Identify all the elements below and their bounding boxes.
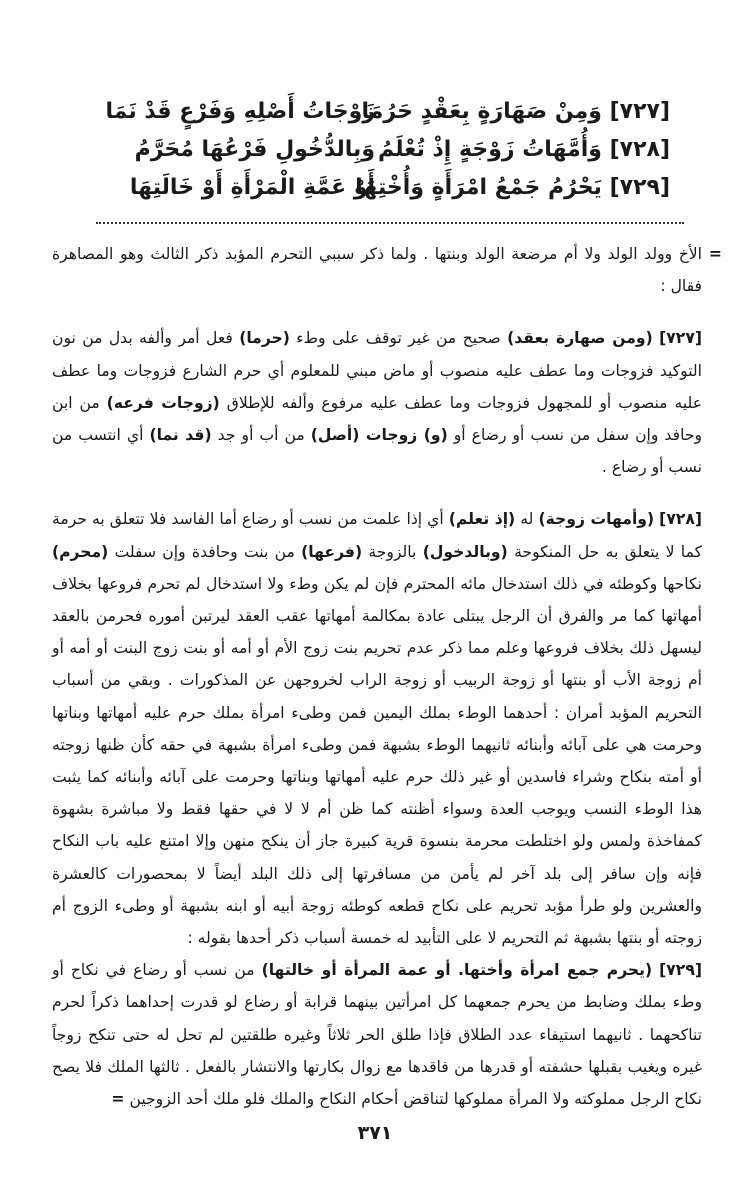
- commentary-paragraph-727: [52, 322, 702, 483]
- commentary-body: [52, 238, 722, 1115]
- commentary-text: أي انتسب من نسب أو رضاع .: [52, 426, 702, 477]
- lemma: (وبالدخول): [422, 542, 508, 561]
- commentary-paragraph-728: [52, 503, 702, 954]
- lemma: (و) زوجات (أصل): [310, 426, 448, 445]
- verse-first-hemistich: [٧٢٩] يَحْرُمُ جَمْعُ امْرَأَةٍ وَأُخْتِهَا: [355, 175, 670, 200]
- lemma: (فرعها): [301, 542, 363, 561]
- intro-text: الأخ وولد الولد ولا أم مرضعة الولد وبنتها . ولما ذكر سببي التحرم المؤبد ذكر الثالث وهو المصاهرة فقال :: [52, 245, 702, 296]
- lemma: (ومن صهارة بعقد): [507, 329, 653, 348]
- lemma: (يحرم جمع امرأة وأختها. أو عمة المرأة أو خالتها): [261, 961, 653, 980]
- lemma: (محرم): [52, 542, 109, 561]
- commentary-text: له: [515, 510, 539, 529]
- verse-row: [105, 92, 670, 130]
- continuation-mark: =: [708, 245, 722, 263]
- verse-number: [٧٢٩]: [659, 961, 702, 980]
- commentary-text: بالزوجة: [362, 542, 423, 561]
- dotted-separator: [96, 222, 684, 224]
- page-number: ٣٧١: [357, 1122, 393, 1144]
- lemma: (وأمهات زوجة): [538, 510, 655, 529]
- commentary-text: صحيح من غير توقف على وطء: [289, 329, 508, 348]
- commentary-text: من نسب أو رضاع في نكاح أو وطء بملك وضابط من يحرم جمعهما كل امرأتين بينهما قرابة أو رضاع لو قدرت إحداهما ذكراً لحرم تناكحهما . ثانيهما استيفاء عدد الطلاق فإذا طلق الحر ثلاثاً وغيره طلقتين لم تحل له حتى تنكح زوجاً غيره ويغيب بقبلها حشفته أو قدرها من فاقدها مع زوال بكارتها والانتشار بالفعل . ثالثها الملك فلا يصح نكاح الرجل مملوكته ولا المرأة مملوكها لتناقض أحكام النكاح والملك فلو ملك أحد الزوجين: [52, 961, 702, 1109]
- verse-number: [٧٢٧]: [659, 329, 702, 348]
- intro-paragraph: [52, 238, 722, 302]
- lemma: (إذ تعلم): [448, 510, 516, 529]
- commentary-text: من بنت وحافدة وإن سفلت: [108, 542, 302, 561]
- commentary-text: فعل أمر وألفه بدل من نون التوكيد فزوجات وما عطف عليه منصوب أو ماض مبني للمعلوم أي حرم الشارع فزوجات وما عطف عليه منصوب أو للمجهول فزوجات وما عطف عليه مرفوع وألفه للإطلاق: [52, 329, 702, 412]
- verse-first-hemistich: [٧٢٧] وَمِنْ صَهَارَةٍ بِعَقْدٍ حَرُمَا: [361, 99, 670, 124]
- commentary-text: أي إذا علمت من نسب أو رضاع أما الفاسد فلا تتعلق به حرمة كما لا يتعلق به حل المنكوحة: [52, 510, 703, 561]
- verse-second-hemistich: وَبِالدُّخُولِ فَرْعُهَا مُحَرَّمُ: [134, 137, 375, 162]
- verse-block: [105, 92, 670, 206]
- verse-number: [٧٢٨]: [659, 510, 703, 529]
- verse-row: [110, 168, 670, 206]
- verse-first-hemistich: [٧٢٨] وَأُمَّهَاتُ زَوْجَةٍ إِذْ تُعْلَمُ: [377, 137, 670, 162]
- lemma: (زوجات فرعه): [106, 393, 220, 412]
- commentary-text: من أب أو جد: [211, 426, 311, 445]
- lemma: (قد نما): [149, 426, 212, 445]
- verse-second-hemistich: زَوْجَاتُ أَصْلِهِ وَفَرْعٍ قَدْ نَمَا: [105, 99, 375, 124]
- commentary-paragraph-729: [52, 954, 702, 1115]
- lemma: (حرما): [239, 329, 290, 348]
- continuation-mark: =: [111, 1090, 125, 1109]
- verse-row: [110, 130, 670, 168]
- commentary-text: من ابن وحافد وإن سفل من نسب أو رضاع أو: [52, 393, 702, 445]
- commentary-text: نكاحها وكوطئه في ذلك استدخال مائه المحترم فإن لم يكن وطء ولا استدخال لم تحرم فروعها بخلاف أمهاتها كما مر والفرق أن الرجل يبتلى عادة بمكالمة أمهاتها عقب العقد ليرتبن أموره فحرمن بالعقد ليسهل ذلك بخلاف فروعها وعلم مما ذكر عدم تحريم بنت زوج الأم أو أمه أو بنت زوج البنت أو أمه أو أم زوجة الأب أو بنتها أو زوجة الربيب أو زوجة الراب لخروجهن عن المذكورات . وبقي من أسباب التحريم المؤبد أمران : أحدهما الوطء بملك اليمين فمن وطىء امرأة بملك حرم عليه أمهاتها وبناتها وحرمت هي على آبائه وأبنائه ثانيهما الوطء بشبهة فمن وطىء امرأة بشبهة في حقه كأن ظنها زوجته أو أمته بنكاح وشراء فاسدين أو غير ذلك حرم عليه أمهاتها وبناتها وحرمت على آبائه وأبنائه كما يثبت هذا الوطء النسب ويوجب العدة وسواء أظنته كما ظن أم لا لا في حقها فقط ولا مباشرة بشهوة كمفاخذة ولمس ولو اختلطت محرمة بنسوة قرية كبيرة جاز أن ينكح منهن وإلا امتنع عليه باب النكاح فإنه وإن سافر إلى بلد آخر لم يأمن من مسافرتها إلى ذلك البلد أيضاً لا بمحصورات كالعشرة والعشرين ولو طرأ مؤبد تحريم على نكاح قطعه كوطئه زوجة أبيه أو ابنه بشبهة أو وطىء الزوج أم زوجته أو بنتها بشبهة ثم التحريم لا على التأبيد له خمسة أسباب ذكر أحدها بقوله :: [52, 574, 702, 948]
- verse-second-hemistich: أَوْ عَمَّةِ الْمَرْأَةِ أَوْ خَالَتِهَا: [129, 175, 375, 200]
